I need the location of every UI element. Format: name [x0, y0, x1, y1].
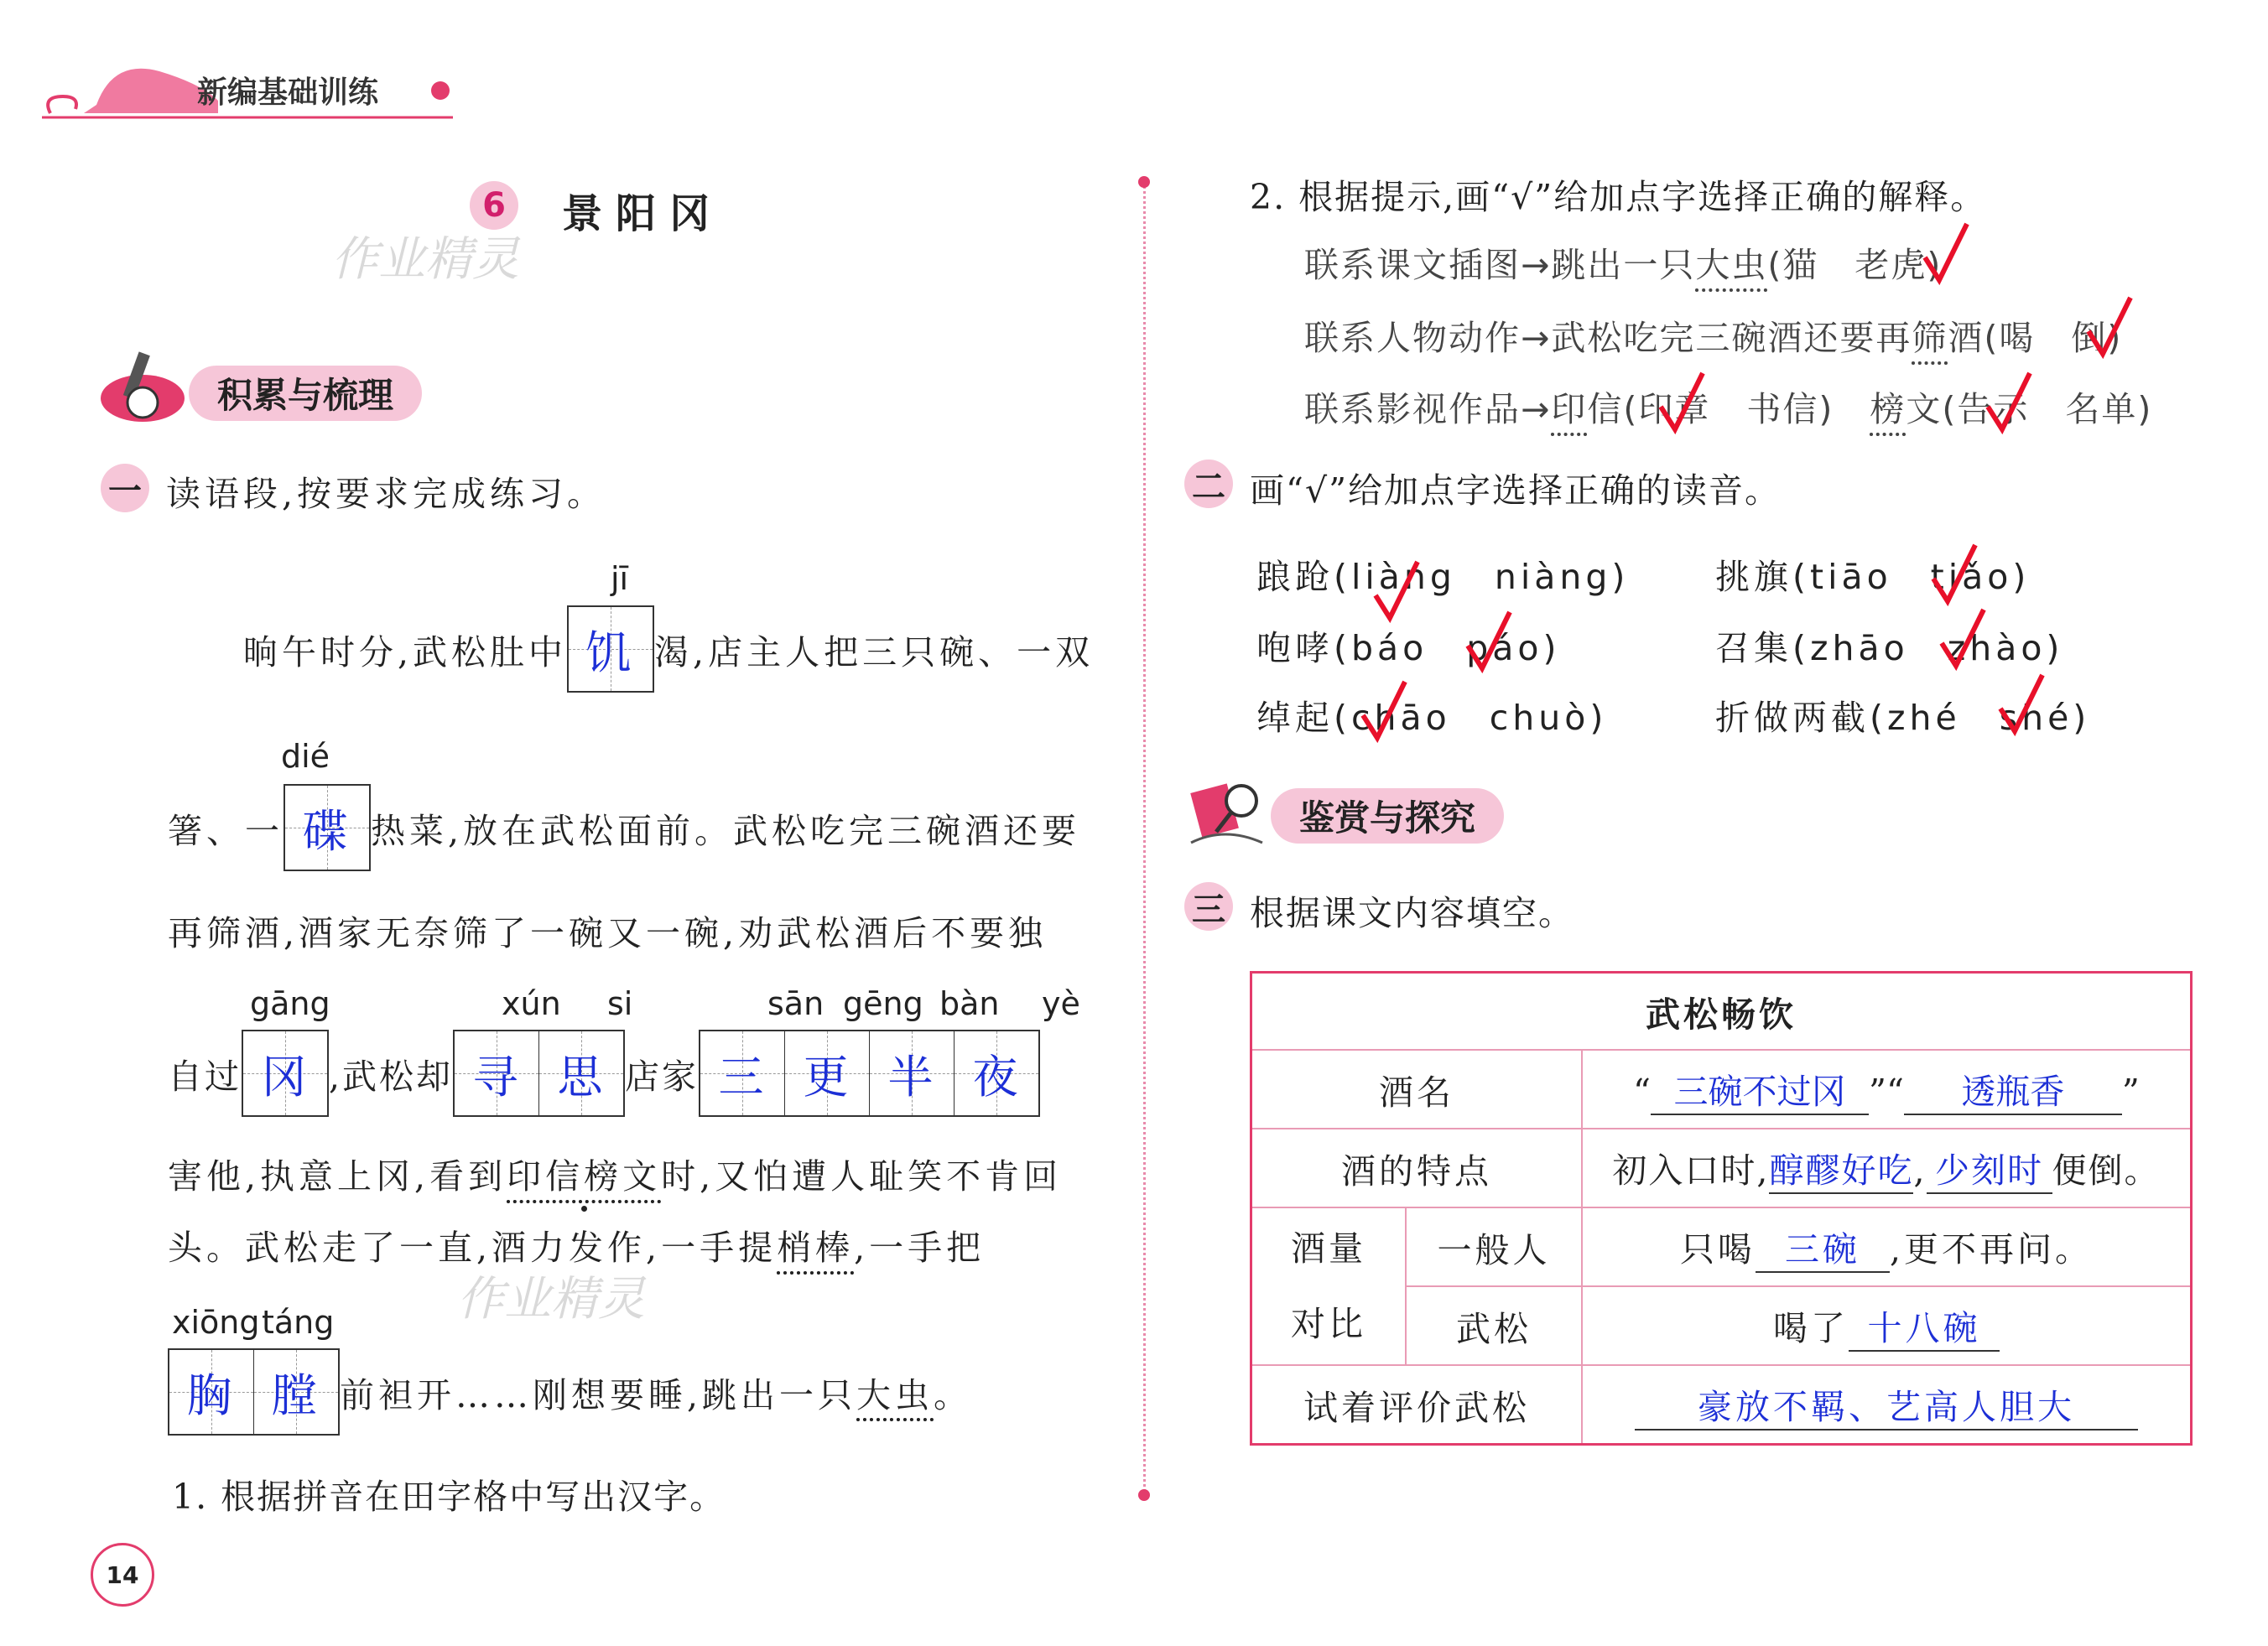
line4-answer3-1: 更	[803, 1050, 851, 1103]
q2-word-2: 挑旗	[1715, 557, 1792, 597]
section-accumulate: 积累与梳理	[189, 366, 422, 421]
row3a-label: 一般人	[1406, 1207, 1582, 1286]
line7-dotted: 大虫	[856, 1374, 934, 1415]
page-divider	[1143, 180, 1146, 1497]
q2-word-6: 折做两截	[1715, 698, 1870, 738]
line6-dotted: 梢棒	[777, 1228, 855, 1268]
row1-answer2: 透瓶香	[1904, 1064, 2122, 1115]
line2-post: 热菜,放在武松面前。武松吃完三碗酒还要	[371, 810, 1081, 851]
q2-item-2	[1715, 549, 2030, 599]
passage-line3: 再筛酒,酒家无奈筛了一碗又一碗,劝武松酒后不要独	[168, 913, 1048, 953]
check-mark-icon	[1657, 369, 1707, 436]
row3a-post: ,更不再问。	[1889, 1228, 2093, 1270]
line4-pinyin-2a: xún	[502, 985, 561, 1022]
hint-3-pre: 联系影视作品→	[1304, 389, 1552, 429]
line4-pinyin-3-0: sān	[767, 985, 824, 1022]
line2-pre: 箸、一	[168, 810, 284, 851]
section-appreciate: 鉴赏与探究	[1271, 788, 1504, 844]
q2-opts-6: (zhé shé)	[1870, 698, 2091, 738]
q1-badge: 一	[101, 464, 149, 512]
q2-opts-1: (liàng niàng)	[1334, 557, 1630, 597]
q2-item-1	[1256, 549, 1629, 599]
hint-2-dotted: 筛	[1912, 318, 1948, 358]
passage-line1	[243, 605, 1094, 693]
check-mark-icon	[1371, 558, 1422, 625]
line1-grid[interactable]	[567, 605, 654, 693]
line7-pinyin-0: xiōng	[172, 1304, 260, 1341]
q1-prompt: 读语段,按要求完成练习。	[166, 474, 606, 514]
line1-pinyin: jī	[611, 560, 629, 597]
q2-item-4	[1715, 620, 2063, 670]
hint-2-post: 酒(喝 倒)	[1948, 318, 2123, 358]
row4-answer: 豪放不羁、艺高人胆大	[1635, 1379, 2138, 1431]
row2-pre: 初入口时,	[1612, 1150, 1770, 1191]
row1-answer1: 三碗不过冈	[1651, 1064, 1869, 1115]
line4-mid2: 店家	[625, 1056, 700, 1097]
hint-2	[1304, 310, 2122, 360]
passage-line7	[168, 1348, 972, 1436]
row3-group-1: 对比	[1291, 1304, 1366, 1344]
q3-badge: 三	[1184, 882, 1233, 931]
line4-pinyin-3-2: bàn	[939, 985, 1000, 1022]
row1-cell: “ 三碗不过冈 ”“ 透瓶香 ”	[1582, 1050, 2192, 1129]
hint-1-post: (猫 老虎)	[1767, 245, 1943, 285]
line7-pre: 前袒开……刚想要睡,跳出一只	[340, 1374, 857, 1415]
hint-3-post: 信(印章 书信)	[1587, 389, 1870, 429]
hint-1-dotted: 大虫	[1695, 245, 1768, 285]
divider-dot-top	[1138, 176, 1150, 188]
line4-pinyin-3-3: yè	[1042, 985, 1080, 1022]
check-mark-icon	[1938, 605, 1988, 672]
row3b-label: 武松	[1406, 1286, 1582, 1365]
line4-answer3-3: 夜	[972, 1050, 1021, 1103]
row2-answer1: 醇醪好吃	[1769, 1143, 1913, 1194]
line4-grid-3[interactable]	[699, 1030, 1040, 1117]
check-mark-icon	[1464, 608, 1514, 675]
q3-prompt: 根据课文内容填空。	[1250, 893, 1574, 933]
check-mark-icon	[1921, 220, 1971, 287]
line4-grid-1[interactable]	[242, 1030, 329, 1117]
line4-pinyin-1: gāng	[250, 985, 330, 1022]
row3a-cell	[1582, 1207, 2192, 1286]
q2-opts-4: (zhāo zhào)	[1792, 628, 2064, 668]
table-title: 武松畅饮	[1251, 973, 2192, 1051]
q2-prompt: 画“√”给加点字选择正确的读音。	[1250, 470, 1782, 511]
check-mark-icon	[1984, 369, 2034, 436]
check-mark-icon	[1929, 541, 1979, 608]
q2-opts-2: (tiāo tiǎo)	[1792, 557, 2031, 597]
row1-label: 酒名	[1251, 1050, 1582, 1129]
line4-pinyin-2b: si	[607, 985, 633, 1022]
q2-word-4: 召集	[1715, 628, 1792, 668]
check-mark-icon	[1359, 678, 1409, 745]
line6-post: ,一手把	[854, 1228, 986, 1268]
line4-mid1: ,武松却	[329, 1056, 454, 1097]
line7-pinyin-1: táng	[262, 1304, 335, 1341]
magnifier-book-icon	[1178, 771, 1271, 855]
line5-dotted: 印信榜文	[507, 1156, 662, 1197]
line2-grid[interactable]	[284, 784, 371, 871]
q1-sub1: 1. 根据拼音在田字格中写出汉字。	[172, 1477, 726, 1517]
line7-post: 。	[934, 1374, 973, 1415]
line1-answer: 饥	[585, 626, 636, 679]
lesson-title: 景阳冈	[562, 190, 724, 237]
q2-item-5	[1256, 690, 1607, 740]
header-banner	[34, 50, 453, 126]
row2-cell: 初入口时,醇醪好吃, 少刻时 便倒。	[1582, 1129, 2192, 1207]
q2-opts-5: (chāo chuò)	[1334, 698, 1608, 738]
row3b-answer: 十八碗	[1849, 1301, 2000, 1352]
divider-dot-bottom	[1138, 1489, 1150, 1501]
line4-pre: 自过	[168, 1056, 242, 1097]
hint-2-pre: 联系人物动作→武松吃完三碗酒还要再	[1304, 318, 1912, 358]
line2-answer: 碟	[302, 804, 352, 858]
check-mark-icon	[2084, 293, 2135, 361]
row3b-pre: 喝了	[1772, 1307, 1849, 1348]
lesson-number: 6	[470, 181, 518, 230]
row2-answer2: 少刻时	[1927, 1143, 2052, 1194]
line5-pre: 害他,执意上冈,看到	[168, 1156, 507, 1197]
watermark: 作业精灵	[331, 232, 519, 287]
hint-3-dotted: 印	[1551, 389, 1588, 429]
line4-grid-2[interactable]	[453, 1030, 625, 1117]
line2-pinyin: dié	[281, 738, 330, 775]
line1-post: 渴,店主人把三只碗、一双	[654, 631, 1095, 672]
pencil-book-icon	[92, 344, 193, 428]
q2-opts-3: (báo páo)	[1334, 628, 1561, 668]
row4-cell	[1582, 1365, 2192, 1445]
watermark-2: 作业精灵	[457, 1272, 645, 1327]
drinking-table	[1250, 971, 2193, 1446]
row3a-pre: 只喝	[1679, 1228, 1756, 1270]
line4-answer3-2: 半	[887, 1050, 936, 1103]
line4-answer1: 冈	[261, 1050, 310, 1103]
line4-answer2-1: 思	[557, 1050, 606, 1103]
hint-3-dotted2: 榜	[1870, 389, 1906, 429]
row3a-answer: 三碗	[1756, 1222, 1890, 1273]
line4-pinyin-3-1: gēng	[843, 985, 923, 1022]
line5-post: 时,又怕遭人耻笑不肯回	[661, 1156, 1063, 1197]
q2-word-5: 绰起	[1256, 698, 1334, 738]
check-mark-icon	[1996, 671, 2047, 738]
passage-line2	[168, 784, 1080, 871]
line7-answer-1: 膛	[271, 1368, 321, 1422]
series-title: 新编基础训练	[197, 75, 379, 110]
line1-pre: 晌午时分,武松肚中	[243, 631, 568, 672]
row2-post: 便倒。	[2052, 1150, 2161, 1191]
hint-3-post2: 文(告示 名单)	[1906, 389, 2153, 429]
row2-label: 酒的特点	[1251, 1129, 1582, 1207]
line7-grid[interactable]	[168, 1348, 340, 1436]
row3b-cell	[1582, 1286, 2192, 1365]
line4-answer2-0: 寻	[472, 1050, 521, 1103]
passage-line5	[168, 1149, 1062, 1198]
page-number: 14	[91, 1543, 154, 1607]
hint-1-pre: 联系课文插图→跳出一只	[1304, 245, 1696, 285]
line7-answer-0: 胸	[186, 1368, 237, 1422]
passage-line4	[168, 1030, 1040, 1117]
line6-pre: 头。武松走了一直,酒力发作,一手提	[168, 1228, 778, 1268]
hint-1	[1304, 237, 1942, 287]
q1-sub2: 2. 根据提示,画“√”给加点字选择正确的解释。	[1250, 177, 1987, 217]
row3-group-0: 酒量	[1291, 1228, 1366, 1269]
row4-label: 试着评价武松	[1251, 1365, 1582, 1445]
q2-word-1: 踉跄	[1256, 557, 1334, 597]
q2-word-3: 咆哮	[1256, 628, 1334, 668]
q2-badge: 二	[1184, 460, 1233, 508]
row3-group	[1251, 1207, 1407, 1365]
line4-answer3-0: 三	[718, 1050, 767, 1103]
q2-item-3	[1256, 620, 1560, 670]
